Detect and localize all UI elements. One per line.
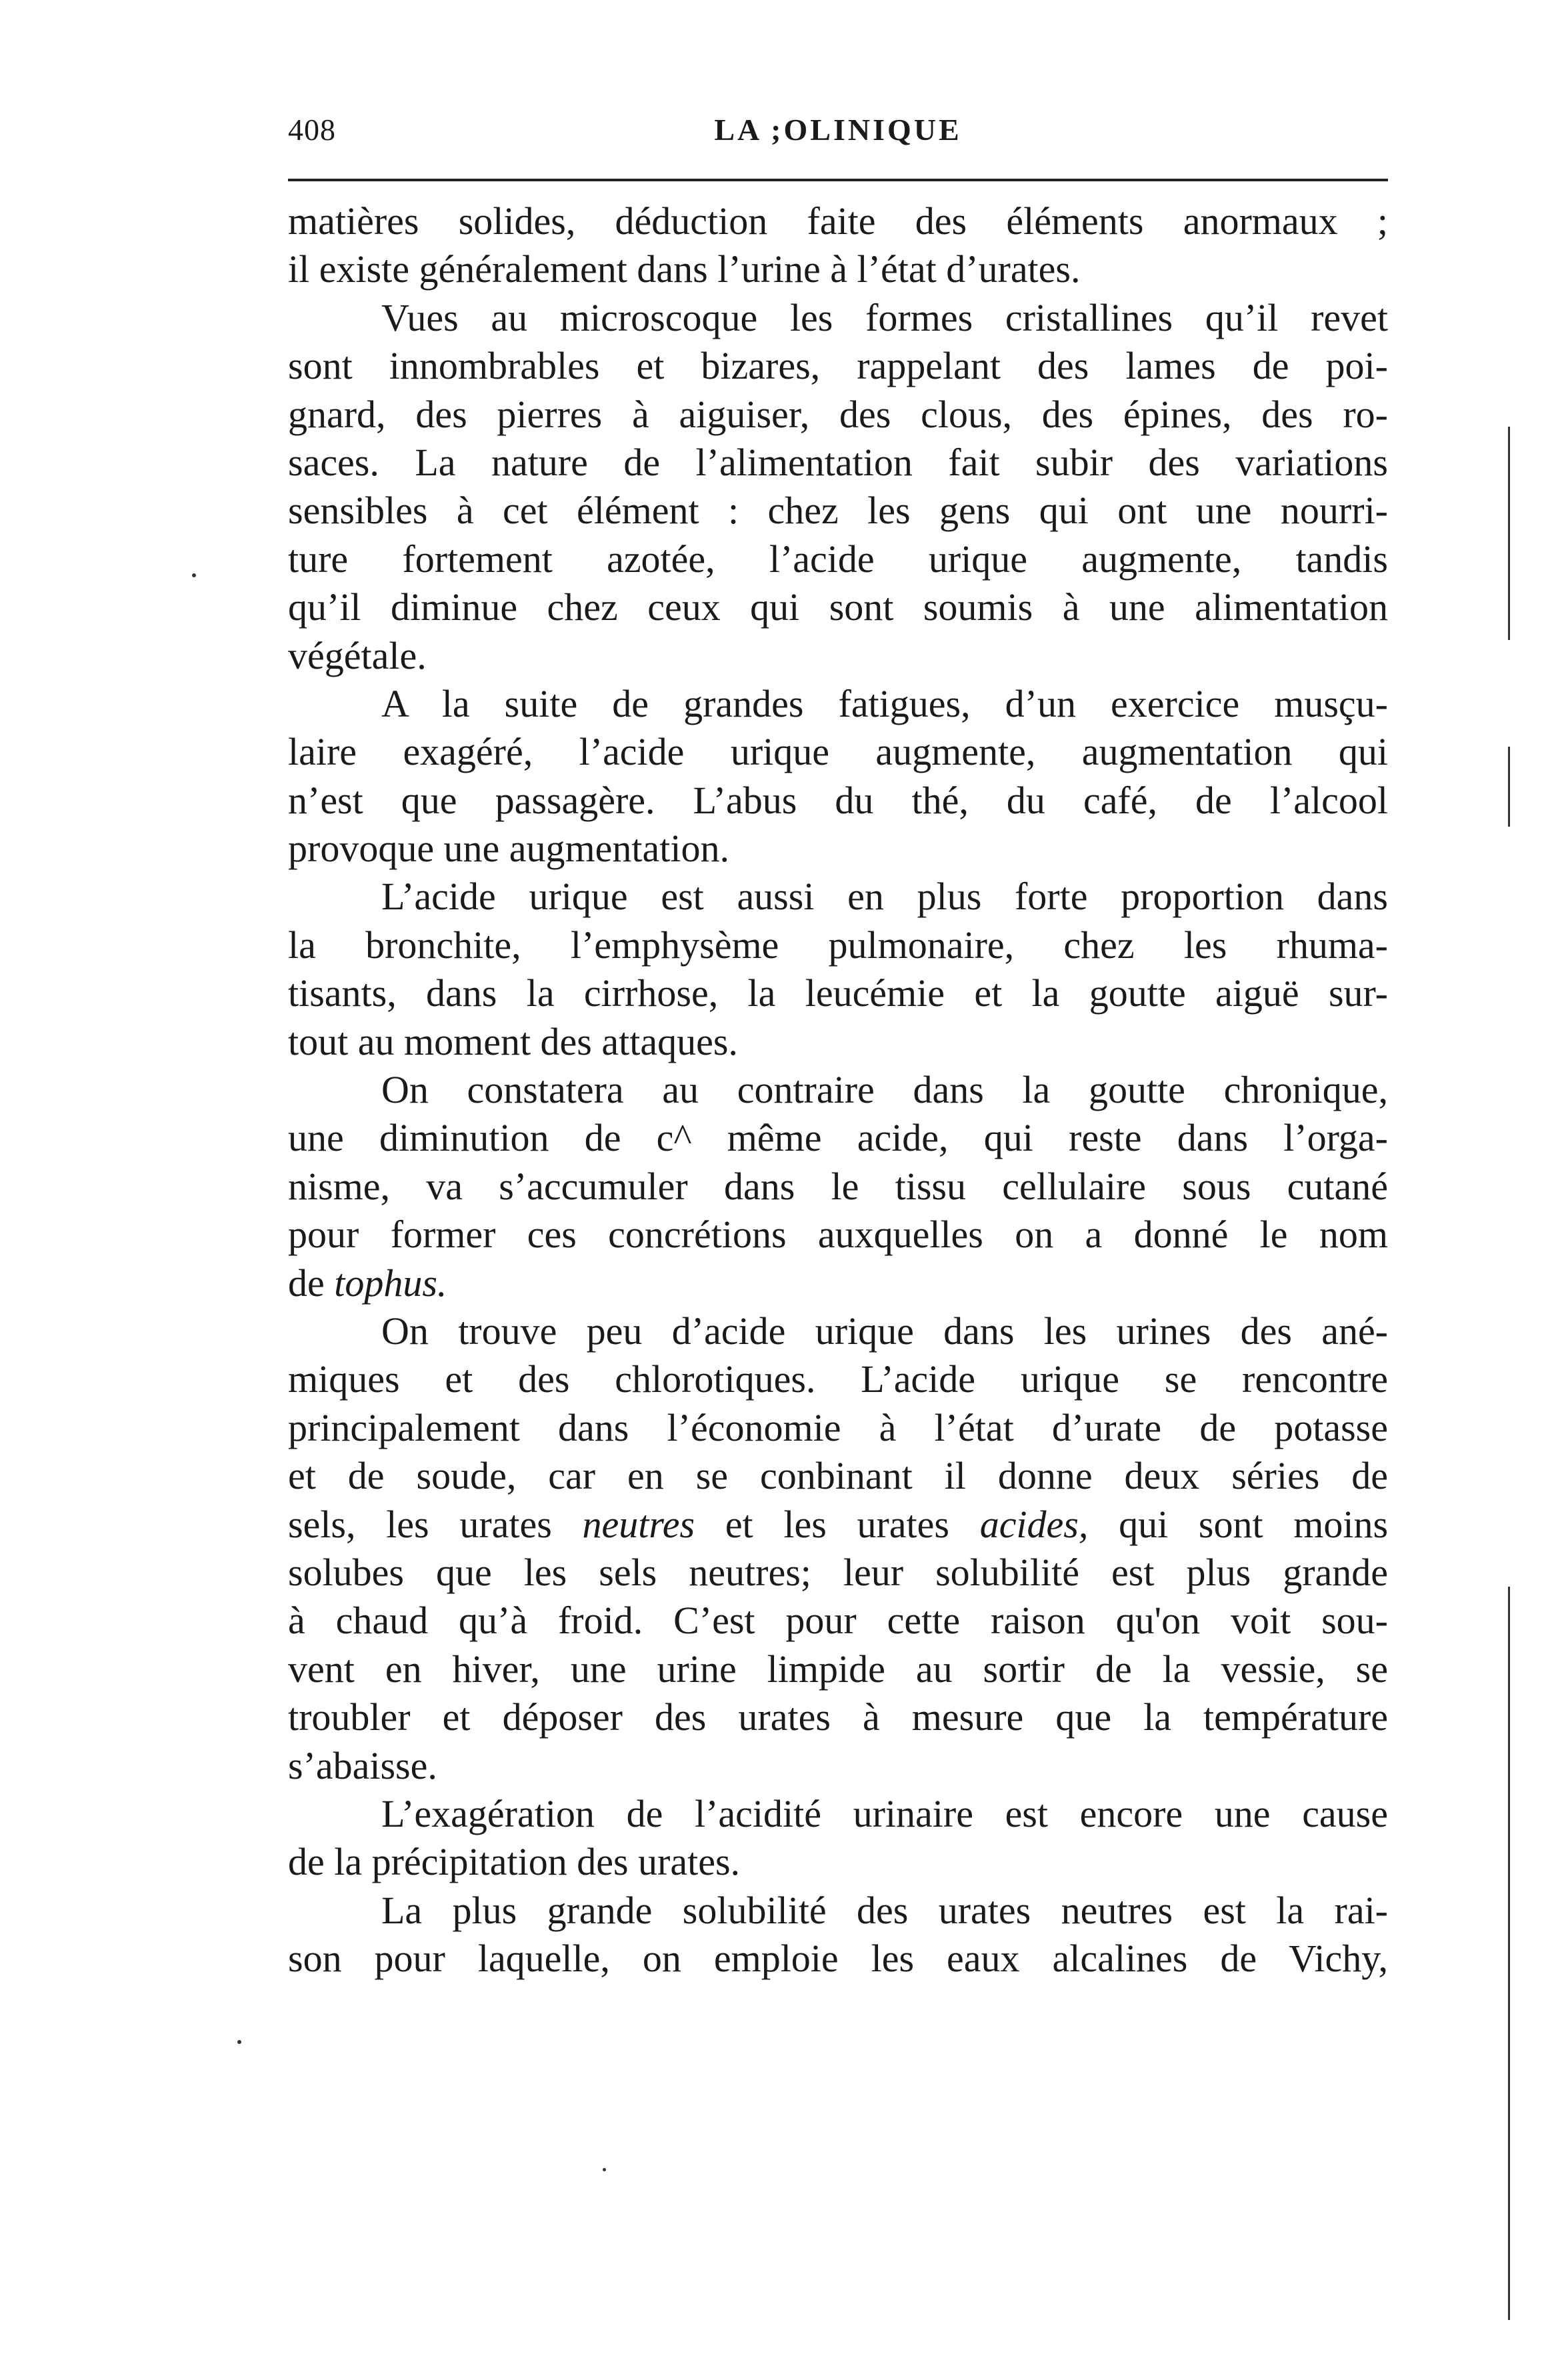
text-line: L’acide urique est aussi en plus forte proportion dans — [381, 875, 1388, 919]
text-line: provoque une augmentation. — [288, 827, 729, 871]
scan-edge-mark — [1508, 747, 1510, 827]
text-line: qu’il diminue chez ceux qui sont soumis à une alimentation — [288, 585, 1388, 629]
text-line: nisme, va s’accumuler dans le tissu cellulaire sous cutané — [288, 1164, 1388, 1208]
text-run: sels, les urates — [288, 1502, 552, 1546]
text-line: saces. La nature de l’alimentation fait subir des variations — [288, 440, 1388, 484]
text-line: tout au moment des attaques. — [288, 1019, 738, 1063]
text-line: A la suite de grandes fatigues, d’un exercice musçu- — [381, 681, 1388, 725]
italic-term: neutres — [582, 1502, 695, 1546]
italic-term: acides, — [979, 1502, 1089, 1546]
text-line: sont innombrables et bizares, rappelant des lames de poi- — [288, 344, 1388, 388]
text-line: solubes que les sels neutres; leur solubilité est plus grande — [288, 1550, 1388, 1594]
text-line: On trouve peu d’acide urique dans les urines des ané- — [381, 1309, 1388, 1353]
text-line: n’est que passagère. L’abus du thé, du café, de l’alcool — [288, 778, 1388, 822]
text-line: une diminution de c^ même acide, qui reste dans l’orga- — [288, 1116, 1388, 1160]
header-rule — [288, 179, 1388, 181]
body-text — [288, 197, 1388, 1983]
scan-speck — [603, 2168, 606, 2171]
text-line: s’abaisse. — [288, 1743, 437, 1787]
text-line: pour former ces concrétions auxquelles on a donné le nom — [288, 1213, 1388, 1257]
text-line: et de soude, car en se conbinant il donne deux séries de — [288, 1454, 1388, 1498]
text-line: tisants, dans la cirrhose, la leucémie et la goutte aiguë sur- — [288, 971, 1388, 1015]
scan-speck — [237, 2040, 241, 2044]
text-line: miques et des chlorotiques. L’acide urique se rencontre — [288, 1357, 1388, 1401]
text-line: principalement dans l’économie à l’état d’urate de potasse — [288, 1405, 1388, 1449]
text-line: vent en hiver, une urine limpide au sortir de la vessie, se — [288, 1647, 1388, 1691]
text-line: On constatera au contraire dans la goutte chronique, — [381, 1068, 1388, 1112]
text-line: végétale. — [288, 633, 427, 677]
text-line: gnard, des pierres à aiguiser, des clous, des épines, des ro- — [288, 392, 1388, 436]
italic-term: tophus. — [334, 1261, 447, 1305]
text-line: troubler et déposer des urates à mesure que la température — [288, 1695, 1388, 1739]
text-line: à chaud qu’à froid. C’est pour cette raison qu'on voit sou- — [288, 1599, 1388, 1643]
text-line: ture fortement azotée, l’acide urique augmente, tandis — [288, 537, 1388, 581]
text-line: la bronchite, l’emphysème pulmonaire, chez les rhuma- — [288, 923, 1388, 967]
text-line — [288, 1501, 1388, 1549]
text-line — [288, 1259, 1388, 1307]
scan-speck — [192, 573, 196, 577]
text-line: sensibles à cet élément : chez les gens qui ont une nourri- — [288, 489, 1388, 533]
text-line: Vues au microscoque les formes cristallines qu’il revet — [381, 295, 1388, 339]
text-line: L’exagération de l’acidité urinaire est encore une cause — [381, 1791, 1388, 1835]
text-line: laire exagéré, l’acide urique augmente, augmentation qui — [288, 730, 1388, 774]
text-line: de la précipitation des urates. — [288, 1840, 741, 1884]
page-number: 408 — [288, 113, 336, 147]
text-line: il existe généralement dans l’urine à l’état d’urates. — [288, 247, 1081, 291]
text-run: de — [288, 1261, 325, 1305]
page-header — [288, 112, 1388, 159]
text-run: et les urates — [725, 1502, 949, 1546]
running-title: LA ;OLINIQUE — [714, 113, 962, 147]
text-line: matières solides, déduction faite des éléments anormaux ; — [288, 199, 1388, 243]
text-line: son pour laquelle, on emploie les eaux alcalines de Vichy, — [288, 1937, 1388, 1981]
scan-edge-mark — [1508, 1587, 1510, 2320]
text-line: La plus grande solubilité des urates neutres est la rai- — [381, 1888, 1388, 1932]
scan-edge-mark — [1508, 427, 1510, 640]
text-run: qui sont moins — [1119, 1502, 1389, 1546]
